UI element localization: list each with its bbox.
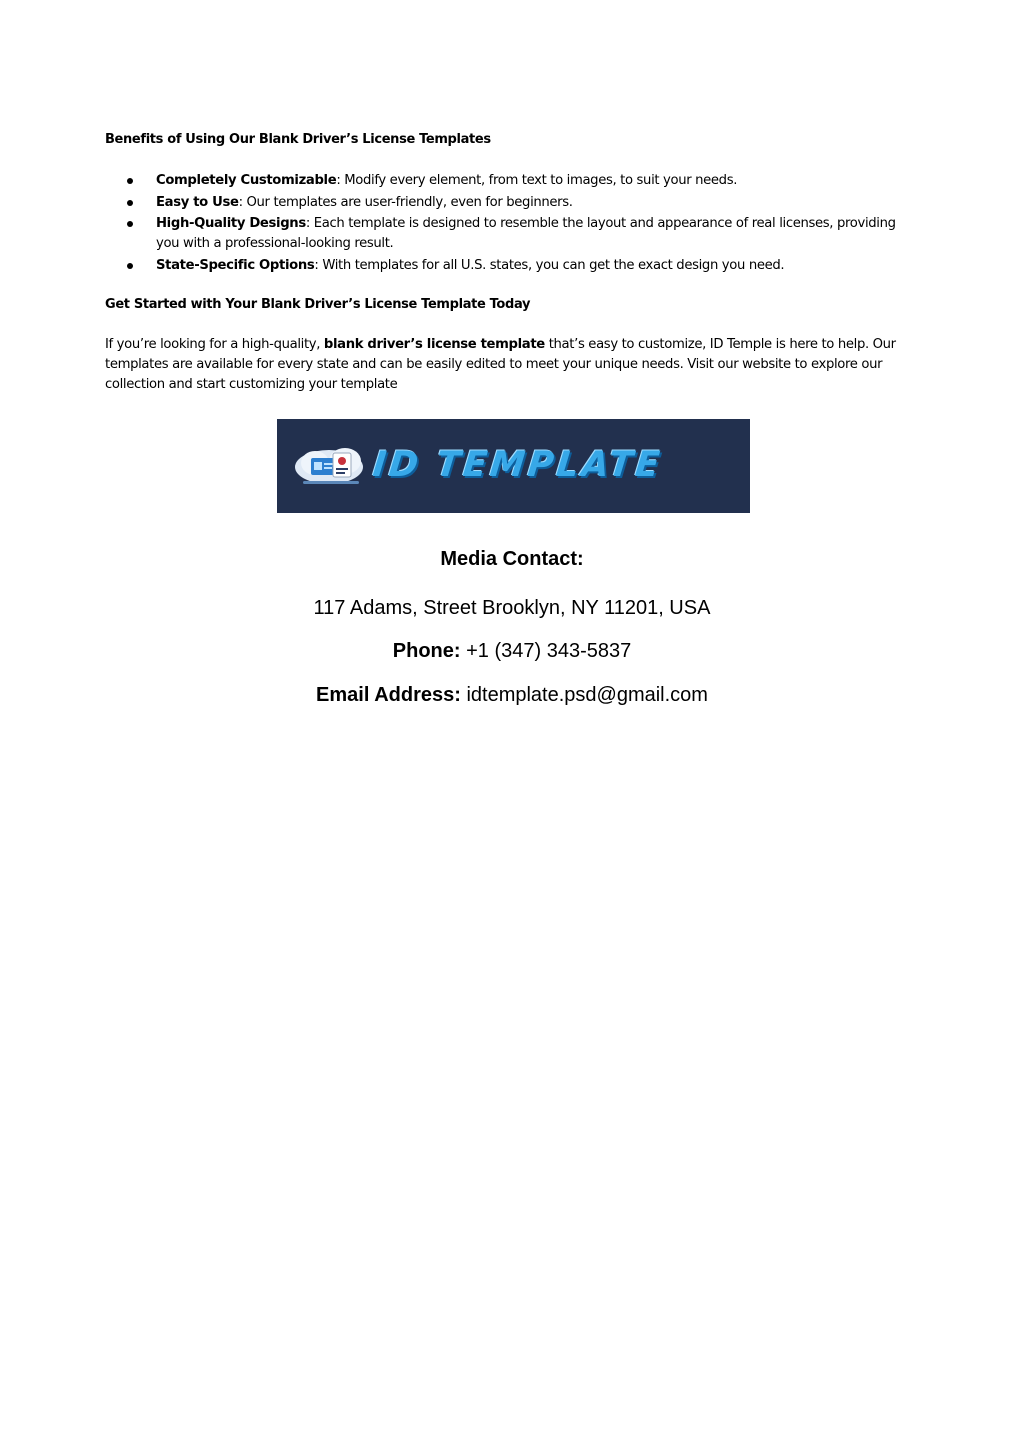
get-started-paragraph <box>105 335 920 395</box>
list-item <box>105 171 920 191</box>
phone-value: +1 (347) 343-5837 <box>460 640 632 662</box>
list-item <box>105 214 920 254</box>
media-contact-title: Media Contact: <box>440 548 584 570</box>
list-item-title: State-Specific Options <box>156 257 315 273</box>
list-item-text: : Our templates are user-friendly, even for beginners. <box>238 194 573 210</box>
benefits-list <box>105 171 920 276</box>
contact-email <box>0 684 1024 707</box>
paragraph-bold-link: blank driver’s license template <box>323 336 545 352</box>
phone-label: Phone: <box>392 640 461 662</box>
list-item-text: : Modify every element, from text to images, to suit your needs. <box>336 173 738 188</box>
list-item <box>105 193 920 213</box>
id-card-logo-icon <box>293 441 371 491</box>
bullet-icon <box>127 178 133 184</box>
list-item-text: : Each template is designed to resemble the layout and appearance of real licenses, providing you with a professional-looking result. <box>156 216 896 251</box>
benefits-heading: Benefits of Using Our Blank Driver’s License Templates <box>105 132 491 147</box>
paragraph-text: If you’re looking for a high-quality, <box>105 336 324 352</box>
contact-address: 117 Adams, Street Brooklyn, NY 11201, USA <box>313 597 711 619</box>
contact-phone <box>0 640 1024 663</box>
list-item <box>105 256 920 276</box>
bullet-icon <box>127 263 133 269</box>
document-body <box>105 130 920 395</box>
logo-text: ID TEMPLATE <box>370 445 665 485</box>
bullet-icon <box>127 221 133 227</box>
list-item-title: Easy to Use <box>156 194 239 210</box>
get-started-heading: Get Started with Your Blank Driver’s License Template Today <box>105 296 531 312</box>
email-value: idtemplate.psd@gmail.com <box>460 684 708 706</box>
list-item-title: Completely Customizable <box>156 173 337 188</box>
list-item-title: High-Quality Designs <box>156 216 306 231</box>
paragraph-text: that’s easy to customize, ID Temple is here to help. Our templates are available for every state and can be easily edited to meet your unique needs. Visit our website to explore our collection and start customizing your template <box>105 336 896 392</box>
email-label: Email Address: <box>316 684 461 706</box>
bullet-icon <box>127 200 133 206</box>
id-template-banner <box>277 419 750 513</box>
list-item-text: : With templates for all U.S. states, you can get the exact design you need. <box>314 257 785 273</box>
